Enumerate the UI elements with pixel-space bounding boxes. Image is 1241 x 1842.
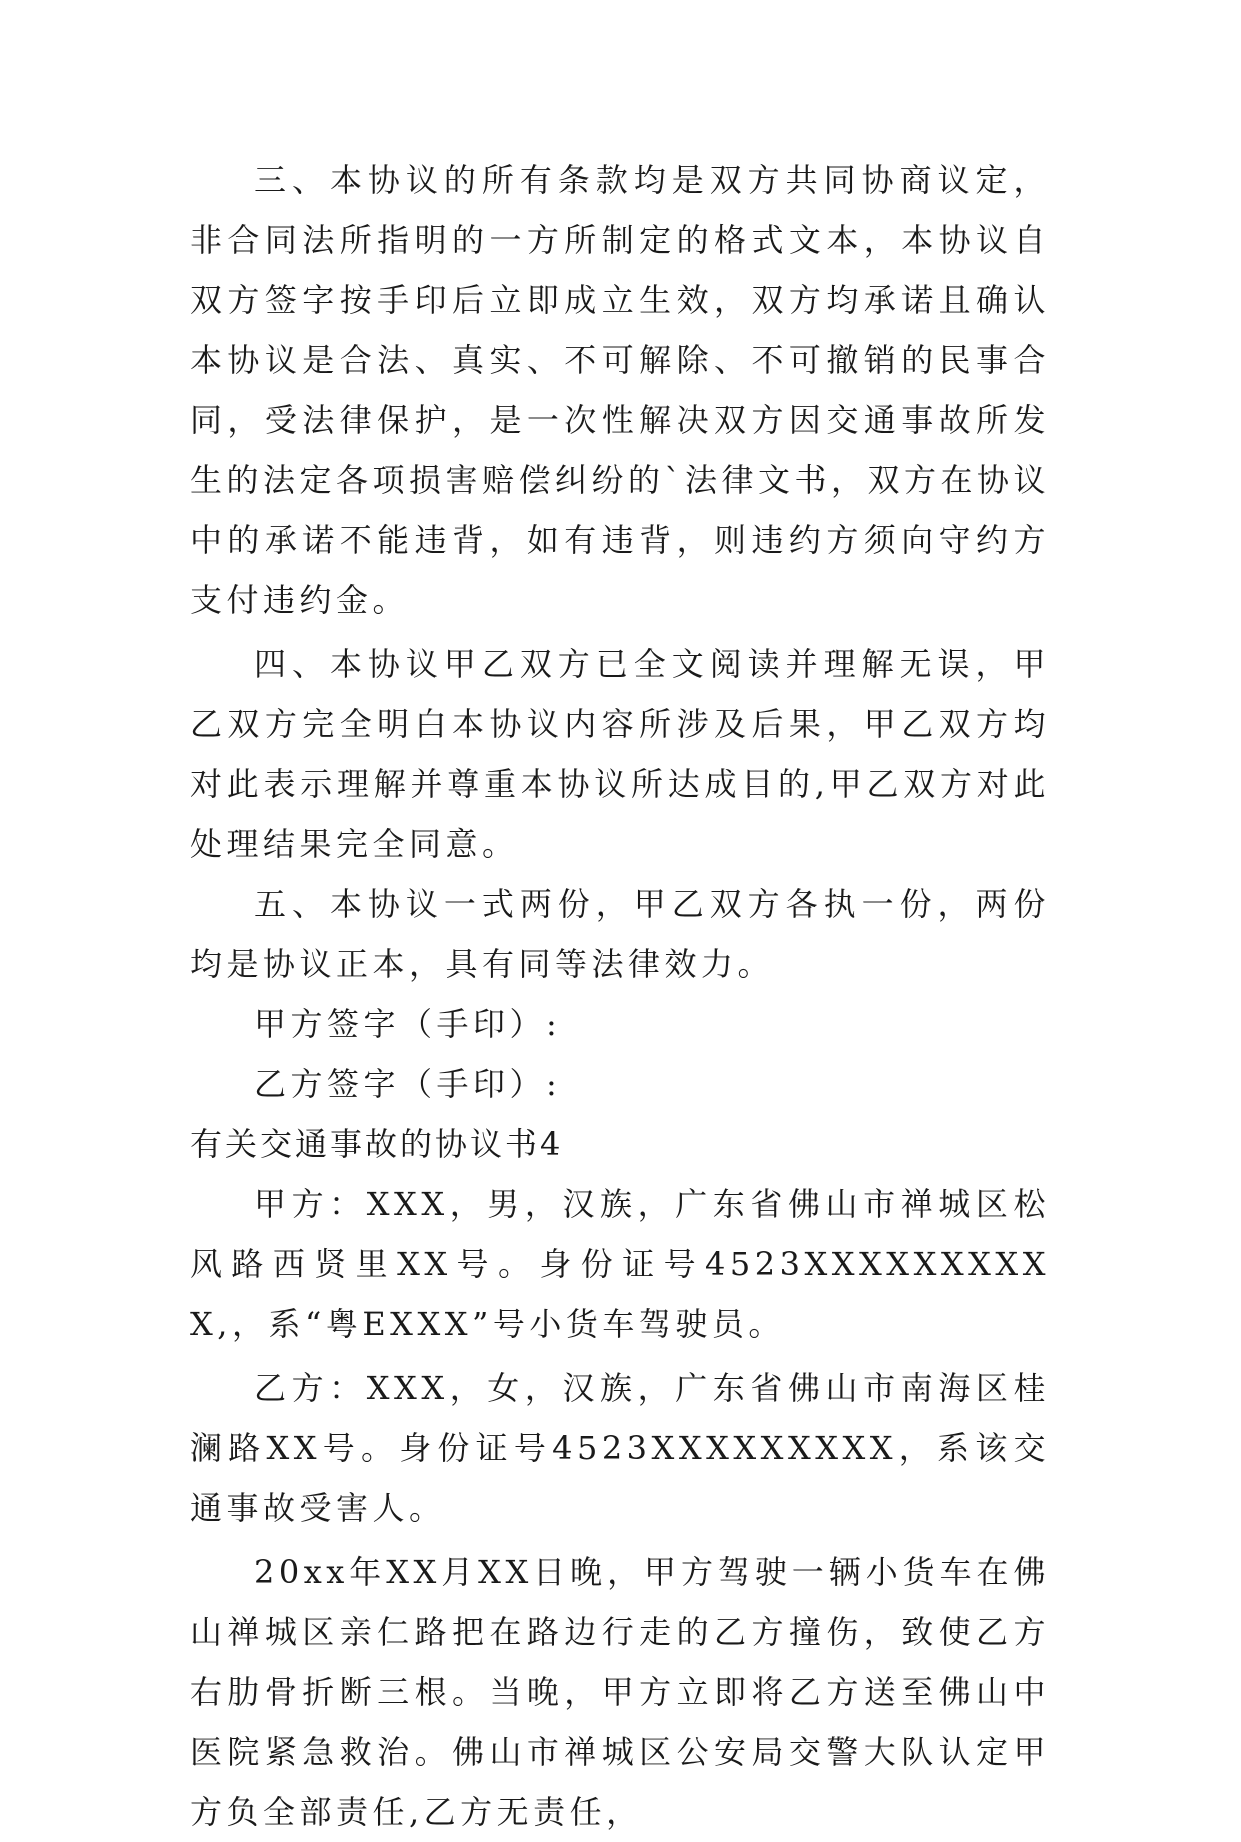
party-a-signature-line: 甲方签字（手印）: [254,1005,562,1043]
clause-three: 三、本协议的所有条款均是双方共同协商议定，非合同法所指明的一方所制定的格式文本，本协议自双方签字按手印后立即成立生效，双方均承诺且确认本协议是合法、真实、不可解除、不可撤销的民事合同，受法律保护，是一次性解决双方因交通事故所发生的法定各项损害赔偿纠纷的`法律文书，双方在协议中的承诺不能违背，如有违背，则违约方须向守约方支付违约金。 [190,161,1051,619]
document-page [190,150,1050,1842]
section-title: 有关交通事故的协议书4 [190,1125,564,1163]
clause-four: 四、本协议甲乙双方已全文阅读并理解无误，甲乙双方完全明白本协议内容所涉及后果，甲乙双方均对此表示理解并尊重本协议所达成目的,甲乙双方对此处理结果完全同意。 [190,645,1050,863]
incident-description: 20xx年XX月XX日晚，甲方驾驶一辆小货车在佛山禅城区亲仁路把在路边行走的乙方撞伤，致使乙方右肋骨折断三根。当晚，甲方立即将乙方送至佛山中医院紧急救治。佛山市禅城区公安局交警大队认定甲方负全部责任,乙方无责任， [190,1553,1050,1831]
party-a-info: 甲方：XXX，男，汉族，广东省佛山市禅城区松风路西贤里XX号。身份证号4523XXXXXXXXXX,，系“粤EXXX”号小货车驾驶员。 [190,1185,1050,1343]
clause-five: 五、本协议一式两份，甲乙双方各执一份，两份均是协议正本，具有同等法律效力。 [190,885,1050,983]
party-b-signature-line: 乙方签字（手印）: [254,1065,562,1103]
party-b-info: 乙方：XXX，女，汉族，广东省佛山市南海区桂澜路XX号。身份证号4523XXXXXXXXX，系该交通事故受害人。 [190,1369,1050,1527]
